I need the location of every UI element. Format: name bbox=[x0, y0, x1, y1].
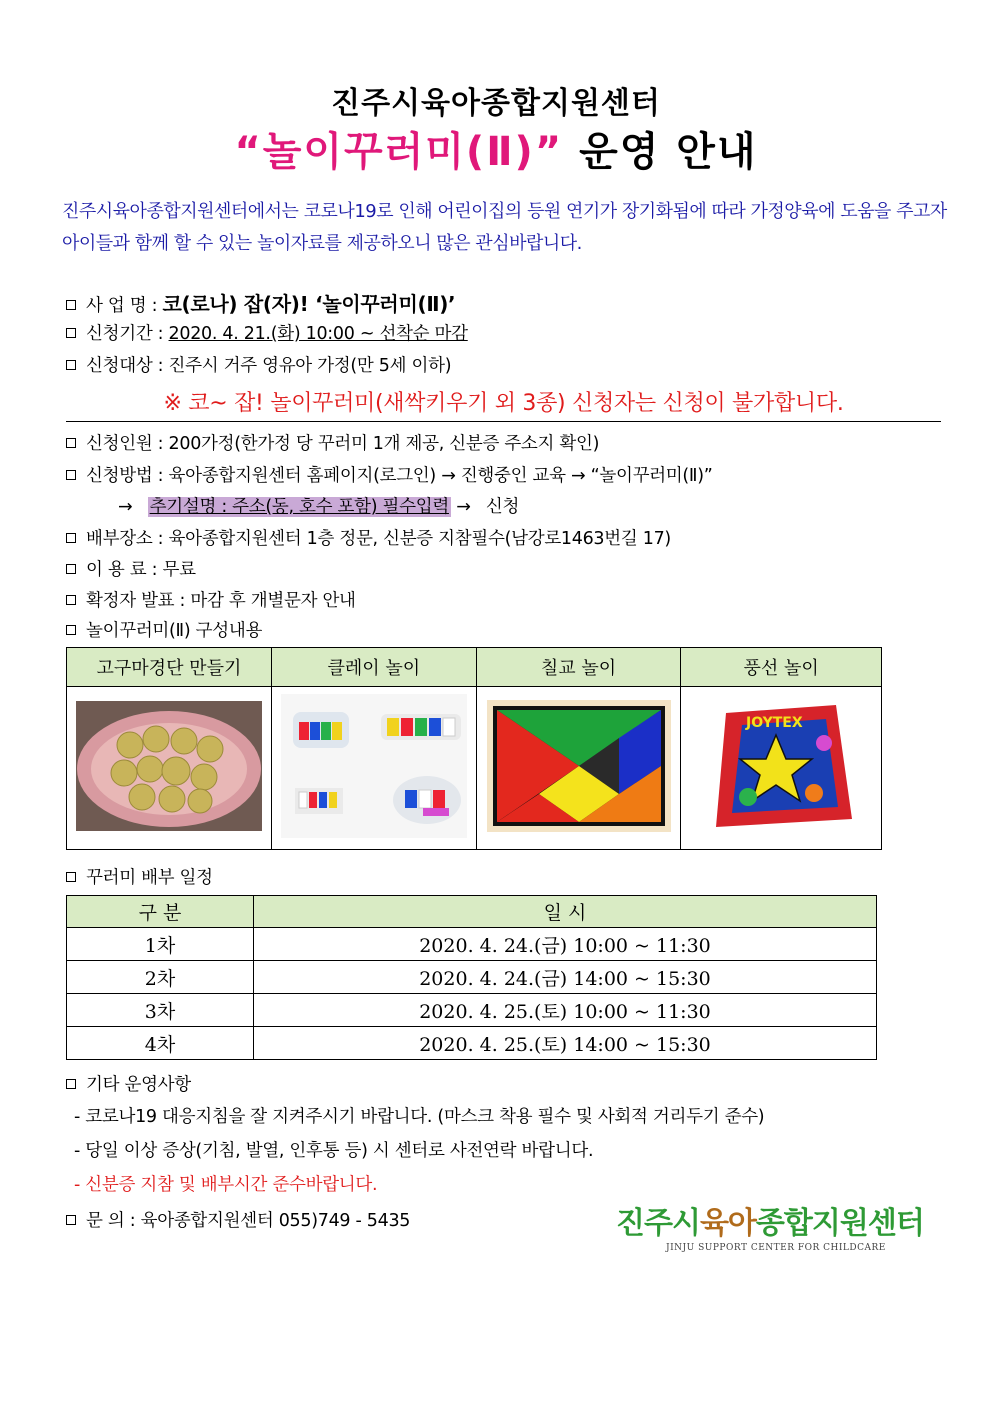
contact-value: 육아종합지원센터 055)749 - 5435 bbox=[140, 1211, 411, 1231]
schedule-time: 2020. 4. 25.(토) 10:00 ~ 11:30 bbox=[254, 994, 877, 1027]
announce-row bbox=[66, 587, 356, 612]
tangram-image bbox=[487, 700, 671, 832]
schedule-time: 2020. 4. 24.(금) 10:00 ~ 11:30 bbox=[254, 928, 877, 961]
method-value: 육아종합지원센터 홈페이지(로그인) → 진행중인 교육 → “놀이꾸러미(Ⅱ)” bbox=[168, 466, 713, 486]
place-label: 배부장소 : bbox=[86, 529, 164, 549]
logo-subtitle: JINJU SUPPORT CENTER FOR CHILDCARE bbox=[666, 1243, 886, 1253]
balloon-pack-image bbox=[706, 701, 856, 831]
etc-label: 기타 운영사항 bbox=[86, 1075, 191, 1095]
balloon-brand: JOYTEX bbox=[746, 715, 803, 731]
schedule-round: 4차 bbox=[67, 1027, 254, 1060]
fee-row bbox=[66, 556, 196, 581]
arrow-icon: → bbox=[118, 497, 133, 517]
fee-value: 무료 bbox=[162, 560, 196, 580]
business-label: 사 업 명 : bbox=[86, 296, 158, 316]
announce-value: 마감 후 개별문자 안내 bbox=[190, 591, 356, 611]
checkbox-icon bbox=[66, 1215, 76, 1225]
target-value: 진주시 거주 영유아 가정(만 5세 이하) bbox=[168, 356, 452, 376]
period-value: 2020. 4. 21.(화) 10:00 ~ 선착순 마감 bbox=[168, 324, 468, 344]
business-value: 코(로나) 잡(자)! ‘놀이꾸러미(Ⅱ)’ bbox=[162, 292, 456, 316]
checkbox-icon bbox=[66, 595, 76, 605]
etc-note: - 당일 이상 증상(기침, 발열, 인후통 등) 시 센터로 사전연락 바랍니다. bbox=[74, 1141, 594, 1161]
logo-part: 진주시 bbox=[616, 1206, 700, 1241]
logo-part: 육아 bbox=[699, 1206, 756, 1241]
schedule-label-row bbox=[66, 864, 213, 889]
announce-label: 확정자 발표 : bbox=[86, 591, 186, 611]
business-row bbox=[66, 288, 455, 317]
checkbox-icon bbox=[66, 1079, 76, 1089]
contents-row bbox=[66, 617, 262, 642]
contact-row bbox=[66, 1207, 410, 1232]
checkbox-icon bbox=[66, 438, 76, 448]
method-row bbox=[66, 462, 713, 487]
table-row bbox=[67, 961, 877, 994]
period-row bbox=[66, 320, 468, 345]
kit-cell bbox=[67, 687, 272, 850]
kit-cell bbox=[476, 687, 681, 850]
method-label: 신청방법 : bbox=[86, 466, 164, 486]
table-row bbox=[67, 928, 877, 961]
kit-header: 고구마경단 만들기 bbox=[67, 648, 272, 687]
kit-cell bbox=[681, 687, 882, 850]
arrow-icon: → bbox=[456, 497, 471, 517]
clay-image bbox=[281, 694, 467, 838]
table-row bbox=[67, 994, 877, 1027]
program-name: “놀이꾸러미(Ⅱ)” bbox=[234, 129, 564, 175]
checkbox-icon bbox=[66, 872, 76, 882]
kit-table bbox=[66, 647, 882, 850]
target-label: 신청대상 : bbox=[86, 356, 164, 376]
place-row bbox=[66, 525, 671, 550]
checkbox-icon bbox=[66, 328, 76, 338]
etc-note-emphasis: - 신분증 지참 및 배부시간 준수바랍니다. bbox=[74, 1175, 378, 1195]
period-label: 신청기간 : bbox=[86, 324, 164, 344]
checkbox-icon bbox=[66, 300, 76, 310]
schedule-round: 1차 bbox=[67, 928, 254, 961]
checkbox-icon bbox=[66, 470, 76, 480]
kit-header: 클레이 놀이 bbox=[271, 648, 476, 687]
checkbox-icon bbox=[66, 625, 76, 635]
target-row bbox=[66, 352, 451, 377]
schedule-time: 2020. 4. 24.(금) 14:00 ~ 15:30 bbox=[254, 961, 877, 994]
count-value: 200가정(한가정 당 꾸러미 1개 제공, 신분증 주소지 확인) bbox=[168, 434, 600, 454]
checkbox-icon bbox=[66, 564, 76, 574]
etc-label-row bbox=[66, 1071, 191, 1096]
etc-note: - 코로나19 대응지침을 잘 지켜주시기 바랍니다. (마스크 착용 필수 및 사회적 거리두기 준수) bbox=[74, 1107, 765, 1127]
kit-header: 풍선 놀이 bbox=[681, 648, 882, 687]
page-title: 진주시육아종합지원센터 bbox=[331, 86, 661, 121]
fee-label: 이 용 료 : bbox=[86, 560, 158, 580]
intro-paragraph: 진주시육아종합지원센터에서는 코로나19로 인해 어린이집의 등원 연기가 장기화됨에 따라 가정양육에 도움을 주고자 아이들과 함께 할 수 있는 놀이자료를 제공하오니 많은 관심바랍니다. bbox=[62, 201, 947, 254]
contents-label: 놀이꾸러미(Ⅱ) 구성내용 bbox=[86, 621, 263, 641]
schedule-header: 일 시 bbox=[254, 896, 877, 928]
schedule-round: 3차 bbox=[67, 994, 254, 1027]
kit-header: 칠교 놀이 bbox=[476, 648, 681, 687]
schedule-time: 2020. 4. 25.(토) 14:00 ~ 15:30 bbox=[254, 1027, 877, 1060]
method-end: 신청 bbox=[485, 497, 520, 517]
page-subtitle bbox=[0, 120, 992, 177]
logo-part: 종합지원센터 bbox=[755, 1206, 924, 1241]
schedule-header: 구 분 bbox=[67, 896, 254, 928]
count-row bbox=[66, 430, 599, 455]
warning-notice: ※ 코~ 잡! 놀이꾸러미(새싹키우기 외 3종) 신청자는 신청이 불가합니다. bbox=[66, 386, 941, 422]
method-highlight: 추기설명 : 주소(동, 호수 포함) 필수입력 bbox=[149, 497, 449, 517]
method-detail-row bbox=[118, 493, 519, 518]
count-label: 신청인원 : bbox=[86, 434, 164, 454]
checkbox-icon bbox=[66, 533, 76, 543]
place-value: 육아종합지원센터 1층 정문, 신분증 지참필수(남강로1463번길 17) bbox=[168, 529, 671, 549]
table-row bbox=[67, 1027, 877, 1060]
checkbox-icon bbox=[66, 360, 76, 370]
center-logo bbox=[616, 1198, 924, 1242]
schedule-round: 2차 bbox=[67, 961, 254, 994]
schedule-label: 꾸러미 배부 일정 bbox=[86, 868, 213, 888]
contact-label: 문 의 : bbox=[86, 1211, 136, 1231]
schedule-table bbox=[66, 895, 877, 1060]
sweet-potato-balls-image bbox=[76, 701, 262, 831]
kit-cell bbox=[271, 687, 476, 850]
subtitle-suffix: 운영 안내 bbox=[563, 129, 758, 175]
